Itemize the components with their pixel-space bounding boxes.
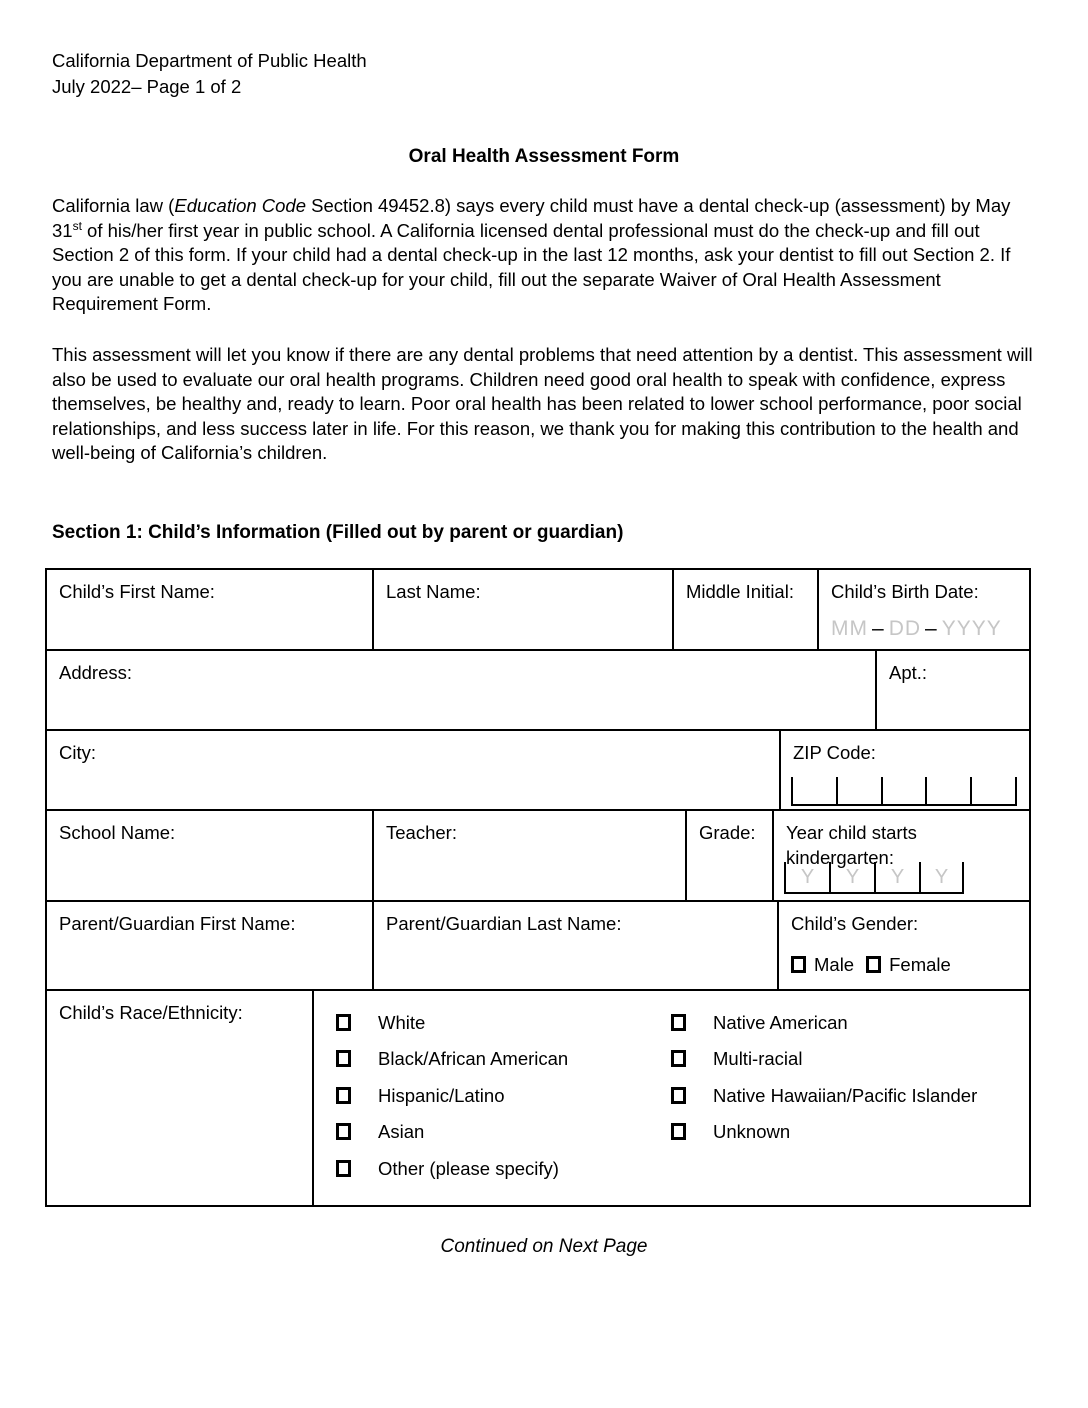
child-first-name-label: Child’s First Name: xyxy=(59,581,215,602)
race-ethnicity-options xyxy=(314,991,1029,1205)
year-digit-box[interactable]: Y xyxy=(829,862,874,892)
gender-option-male xyxy=(791,952,854,977)
agency-name: California Department of Public Health xyxy=(52,50,367,71)
teacher-field[interactable] xyxy=(374,811,687,900)
table-row xyxy=(47,651,1029,731)
race-option-hawaiian-pacific xyxy=(671,1077,977,1114)
zip-digit-box[interactable] xyxy=(925,777,970,804)
native-hawaiian-pacific-islander-label: Native Hawaiian/Pacific Islander xyxy=(713,1084,978,1106)
race-option-black xyxy=(336,1041,568,1078)
page-info: July 2022– Page 1 of 2 xyxy=(52,76,242,97)
zip-code-field[interactable] xyxy=(781,731,1029,809)
hispanic-latino-checkbox[interactable] xyxy=(336,1087,351,1104)
female-label: Female xyxy=(889,954,951,975)
teacher-label: Teacher: xyxy=(386,822,457,843)
dd-placeholder: DD xyxy=(888,617,922,640)
school-name-label: School Name: xyxy=(59,822,176,843)
table-row xyxy=(47,570,1029,651)
multi-racial-checkbox[interactable] xyxy=(671,1050,686,1067)
parent-first-name-label: Parent/Guardian First Name: xyxy=(59,913,296,934)
address-label: Address: xyxy=(59,662,133,683)
race-ethnicity-label: Child’s Race/Ethnicity: xyxy=(59,1002,243,1023)
kindergarten-year-label: Year child starts kindergarten: xyxy=(786,822,917,868)
p1-superscript: st xyxy=(72,218,82,233)
race-options-column-2 xyxy=(671,1004,977,1150)
gender-field xyxy=(779,902,1029,989)
apt-field[interactable] xyxy=(877,651,1029,729)
native-hawaiian-pacific-islander-checkbox[interactable] xyxy=(671,1087,686,1104)
last-name-label: Last Name: xyxy=(386,581,481,602)
zip-digit-box[interactable] xyxy=(881,777,926,804)
table-row xyxy=(47,991,1029,1205)
p1-mid: Section 49452.8) says every child must have a dental check-up (assessment) by May 31 xyxy=(52,195,1011,241)
continued-note: Continued on Next Page xyxy=(440,1236,648,1257)
birth-date-placeholder xyxy=(831,616,1002,641)
other-label: Other (please specify) xyxy=(378,1157,559,1179)
table-row xyxy=(47,731,1029,811)
zip-digit-box[interactable] xyxy=(970,777,1017,804)
male-checkbox[interactable] xyxy=(791,956,806,973)
address-field[interactable] xyxy=(47,651,877,729)
form-title: Oral Health Assessment Form xyxy=(408,146,680,167)
race-options-column-1 xyxy=(336,1004,568,1187)
last-name-field[interactable] xyxy=(374,570,674,649)
year-digit-box[interactable]: Y xyxy=(919,862,964,892)
document-header xyxy=(52,48,367,100)
parent-last-name-label: Parent/Guardian Last Name: xyxy=(386,913,622,934)
zip-code-label: ZIP Code: xyxy=(793,742,876,763)
parent-last-name-field[interactable] xyxy=(374,902,779,989)
grade-label: Grade: xyxy=(699,822,756,843)
black-african-american-label: Black/African American xyxy=(378,1048,569,1070)
gender-options xyxy=(791,952,951,977)
zip-code-comb-input[interactable] xyxy=(791,777,1017,806)
kindergarten-year-comb-input[interactable] xyxy=(784,862,964,894)
year-digit-box[interactable]: Y xyxy=(874,862,919,892)
asian-checkbox[interactable] xyxy=(336,1123,351,1140)
hispanic-latino-label: Hispanic/Latino xyxy=(378,1084,505,1106)
gender-option-female xyxy=(866,952,951,977)
multi-racial-label: Multi-racial xyxy=(713,1048,803,1070)
intro-paragraph-2: This assessment will let you know if there are any dental problems that need attention by a dentist. This assessment will also be used to evaluate our oral health programs. Children need good oral health to speak with confidence, express themselves, be healthy and, ready to learn. Poor oral health has been related to lower school performance, poor social relationships, and less success later in life. For this reason, we thank you for making this contribution to the health and well-being of California’s children. xyxy=(52,344,1033,464)
race-option-other xyxy=(336,1150,568,1187)
section1-table xyxy=(45,568,1031,1207)
child-first-name-field[interactable] xyxy=(47,570,374,649)
p1-rest: of his/her first year in public school. A California licensed dental professional must do the check-up and fill out Section 2 of this form. If your child had a dental check-up in the last 12 months, ask your dentist to fill out Section 2. If you are unable to get a dental check-up for your child, fill out the separate Waiver of Oral Health Assessment Requirement Form. xyxy=(52,219,1011,315)
female-checkbox[interactable] xyxy=(866,956,881,973)
asian-label: Asian xyxy=(378,1121,425,1143)
table-row xyxy=(47,902,1029,991)
table-row xyxy=(47,811,1029,902)
p1-lead: California law ( xyxy=(52,195,175,216)
kindergarten-year-field[interactable] xyxy=(774,811,1029,900)
unknown-label: Unknown xyxy=(713,1121,791,1143)
section1-heading: Section 1: Child’s Information (Filled out by parent or guardian) xyxy=(52,522,624,543)
intro-paragraph-1 xyxy=(52,194,1042,317)
middle-initial-field[interactable] xyxy=(674,570,819,649)
parent-first-name-field[interactable] xyxy=(47,902,374,989)
city-label: City: xyxy=(59,742,96,763)
grade-field[interactable] xyxy=(687,811,774,900)
zip-digit-box[interactable] xyxy=(791,777,836,804)
city-field[interactable] xyxy=(47,731,781,809)
other-checkbox[interactable] xyxy=(336,1160,351,1177)
male-label: Male xyxy=(814,954,855,975)
white-checkbox[interactable] xyxy=(336,1014,351,1031)
date-dash: – xyxy=(872,617,885,640)
race-option-asian xyxy=(336,1114,568,1151)
date-dash: – xyxy=(925,617,938,640)
race-ethnicity-field xyxy=(47,991,314,1205)
mm-placeholder: MM xyxy=(831,617,868,640)
race-option-native-american xyxy=(671,1004,977,1041)
p1-italic-education-code: Education Code xyxy=(174,195,307,216)
apt-label: Apt.: xyxy=(889,662,928,683)
race-option-unknown xyxy=(671,1114,977,1151)
zip-digit-box[interactable] xyxy=(836,777,881,804)
race-option-white xyxy=(336,1004,568,1041)
year-digit-box[interactable]: Y xyxy=(784,862,829,892)
native-american-checkbox[interactable] xyxy=(671,1014,686,1031)
black-african-american-checkbox[interactable] xyxy=(336,1050,351,1067)
race-option-multi-racial xyxy=(671,1041,977,1078)
gender-label: Child’s Gender: xyxy=(791,913,919,934)
birth-date-label: Child’s Birth Date: xyxy=(831,581,979,602)
birth-date-field[interactable] xyxy=(819,570,1029,649)
race-option-hispanic xyxy=(336,1077,568,1114)
school-name-field[interactable] xyxy=(47,811,374,900)
white-label: White xyxy=(378,1011,426,1033)
yyyy-placeholder: YYYY xyxy=(941,617,1002,640)
native-american-label: Native American xyxy=(713,1011,848,1033)
unknown-checkbox[interactable] xyxy=(671,1123,686,1140)
middle-initial-label: Middle Initial: xyxy=(686,581,794,602)
